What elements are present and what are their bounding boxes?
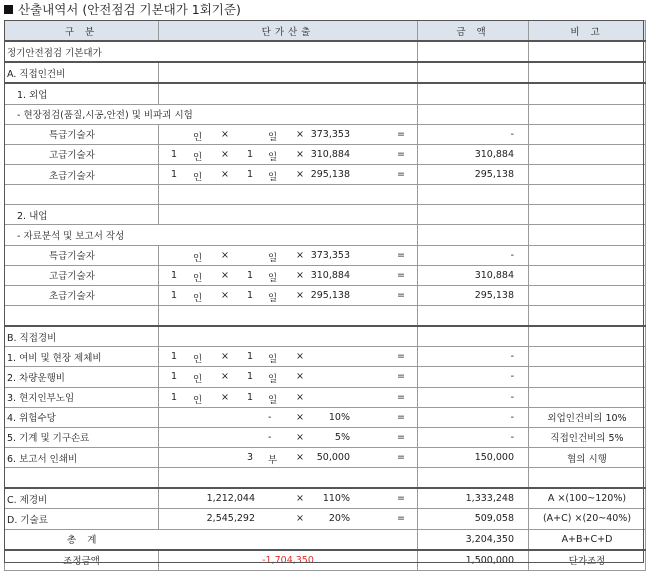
row-note (529, 104, 646, 124)
table-row (5, 387, 646, 407)
table-row (5, 41, 646, 62)
total-row (5, 529, 646, 550)
calc-cell (159, 265, 418, 285)
row-note (529, 205, 646, 225)
calc-eq: = (397, 451, 405, 463)
row-amount (418, 225, 529, 245)
calc-n1: 1 (171, 351, 178, 363)
calc-u1: 인 (193, 374, 203, 386)
calc-price: 5% (334, 431, 350, 443)
calc-u2: - (268, 431, 272, 443)
calc-price: 310,884 (310, 148, 350, 160)
calc-n2: 1 (247, 371, 254, 383)
row-amount: 310,884 (418, 265, 529, 285)
row-label: 정기안전점검 기본대가 (5, 41, 418, 62)
calc-n1: 1 (171, 168, 178, 180)
row-note: 직접인건비의 5% (529, 427, 646, 447)
calc-cell (159, 488, 418, 509)
calc-n1: 1 (171, 148, 178, 160)
row-note (529, 144, 646, 164)
calc-cell (159, 285, 418, 305)
calc-n2: 1 (247, 269, 254, 281)
document-title (4, 1, 241, 19)
row-note (529, 124, 646, 144)
row-note (529, 367, 646, 387)
calc-eq: = (397, 371, 405, 383)
calc-big: 2,545,292 (206, 513, 255, 525)
row-amount (418, 468, 529, 489)
row-amount (418, 83, 529, 104)
row-amount (418, 104, 529, 124)
table-row (5, 185, 646, 205)
row-label: 고급기술자 (5, 265, 159, 285)
calc-cell (159, 144, 418, 164)
calc-op1: × (221, 351, 229, 363)
calc-eq: = (397, 249, 405, 261)
row-amount (418, 305, 529, 326)
calc-cell (159, 387, 418, 407)
table-row (5, 225, 646, 245)
calc-n2: 1 (247, 351, 254, 363)
calc-u1: 인 (193, 394, 203, 406)
row-label: A. 직접인건비 (5, 62, 159, 83)
calc-u2: 일 (268, 131, 278, 143)
adjust-label: 조정금액 (5, 550, 159, 571)
calc-op2: × (296, 513, 304, 525)
calc-n2: 1 (247, 148, 254, 160)
calc-price: 50,000 (316, 451, 350, 463)
calc-eq: = (397, 391, 405, 403)
table-row (5, 488, 646, 509)
row-amount: - (418, 407, 529, 427)
row-label: 초급기술자 (5, 164, 159, 184)
calc-cell (159, 367, 418, 387)
table-row (5, 245, 646, 265)
table-row (5, 447, 646, 467)
row-note: A ×(100~120%) (529, 488, 646, 509)
calc-op1: × (221, 128, 229, 140)
calc-eq: = (397, 128, 405, 140)
row-note (529, 468, 646, 489)
calc-n2: 1 (247, 391, 254, 403)
row-label: C. 제경비 (5, 488, 159, 509)
calc-op1: × (221, 168, 229, 180)
calc-cell (159, 185, 418, 205)
row-label: 1. 여비 및 현장 제체비 (5, 347, 159, 367)
header-note: 비 고 (529, 21, 646, 42)
calc-cell (159, 124, 418, 144)
calc-cell (159, 245, 418, 265)
row-amount: - (418, 367, 529, 387)
calc-cell (159, 83, 418, 104)
table-row (5, 468, 646, 489)
table-row (5, 205, 646, 225)
calc-u2: 일 (268, 151, 278, 163)
calc-op1: × (221, 391, 229, 403)
row-label: - 현장점검(품질,시공,안전) 및 비파괴 시험 (5, 104, 418, 124)
row-note (529, 265, 646, 285)
row-label: 3. 현지인부노임 (5, 387, 159, 407)
calc-cell (159, 447, 418, 467)
cost-table (4, 20, 646, 571)
calc-n1: 1 (171, 289, 178, 301)
row-amount: 295,138 (418, 285, 529, 305)
calc-u1: 인 (193, 252, 203, 264)
row-amount (418, 185, 529, 205)
row-amount (418, 41, 529, 62)
calc-eq: = (397, 513, 405, 525)
adjust-note: 단가조정 (529, 550, 646, 571)
calc-eq: = (397, 351, 405, 363)
adjust-row (5, 550, 646, 571)
calc-eq: = (397, 269, 405, 281)
calc-op2: × (296, 351, 304, 363)
row-note (529, 387, 646, 407)
calc-op2: × (296, 128, 304, 140)
calc-eq: = (397, 168, 405, 180)
calc-op2: × (296, 371, 304, 383)
calc-cell (159, 347, 418, 367)
table-row (5, 62, 646, 83)
calc-big: 1,212,044 (206, 493, 255, 505)
row-note (529, 185, 646, 205)
row-amount: 310,884 (418, 144, 529, 164)
row-note: (A+C) ×(20~40%) (529, 509, 646, 529)
row-note (529, 285, 646, 305)
row-amount: - (418, 427, 529, 447)
calc-u1: 인 (193, 354, 203, 366)
row-amount (418, 326, 529, 347)
row-note (529, 305, 646, 326)
calc-op2: × (296, 391, 304, 403)
calc-op1: × (221, 249, 229, 261)
adjust-value: -1,704,350 (159, 550, 418, 571)
calc-price: 373,353 (310, 128, 350, 140)
row-label: - 자료분석 및 보고서 작성 (5, 225, 418, 245)
calc-u2: 일 (268, 272, 278, 284)
calc-u2: 일 (268, 354, 278, 366)
calc-cell (159, 468, 418, 489)
calc-u2: 부 (268, 454, 278, 466)
row-label: 2. 차량운행비 (5, 367, 159, 387)
calc-u2: 일 (268, 171, 278, 183)
calc-price: 295,138 (310, 168, 350, 180)
table-row (5, 509, 646, 529)
calc-n1: 1 (171, 391, 178, 403)
calc-cell (159, 205, 418, 225)
row-label: D. 기술료 (5, 509, 159, 529)
row-note: 외업인건비의 10% (529, 407, 646, 427)
row-amount (418, 205, 529, 225)
row-amount (418, 62, 529, 83)
row-note (529, 83, 646, 104)
calc-u2: 일 (268, 394, 278, 406)
calc-price: 310,884 (310, 269, 350, 281)
calc-n2: 1 (247, 289, 254, 301)
calc-price: 110% (322, 493, 350, 505)
row-label: B. 직접경비 (5, 326, 159, 347)
table-row (5, 407, 646, 427)
header-calc: 단가산출 (159, 21, 418, 42)
row-label: 4. 위험수당 (5, 407, 159, 427)
row-label: 6. 보고서 인쇄비 (5, 447, 159, 467)
row-label: 2. 내업 (5, 205, 159, 225)
row-label: 특급기술자 (5, 124, 159, 144)
table-row (5, 347, 646, 367)
row-note (529, 62, 646, 83)
calc-u1: 인 (193, 151, 203, 163)
calc-cell (159, 305, 418, 326)
calc-eq: = (397, 431, 405, 443)
row-note (529, 41, 646, 62)
calc-u2: - (268, 411, 272, 423)
calc-op2: × (296, 148, 304, 160)
table-row (5, 367, 646, 387)
row-amount: 150,000 (418, 447, 529, 467)
calc-op1: × (221, 371, 229, 383)
header-category: 구 분 (5, 21, 159, 42)
table-row (5, 305, 646, 326)
calc-cell (159, 326, 418, 347)
row-note: 협의 시행 (529, 447, 646, 467)
total-amount: 3,204,350 (418, 529, 529, 550)
calc-eq: = (397, 148, 405, 160)
total-label: 총 계 (5, 529, 418, 550)
calc-op1: × (221, 148, 229, 160)
row-amount: 295,138 (418, 164, 529, 184)
row-note (529, 326, 646, 347)
calc-op2: × (296, 289, 304, 301)
table-row (5, 285, 646, 305)
row-amount: - (418, 347, 529, 367)
table-row (5, 104, 646, 124)
square-bullet-icon (4, 5, 13, 14)
calc-cell (159, 407, 418, 427)
calc-n1: 1 (171, 371, 178, 383)
row-note (529, 164, 646, 184)
calc-op2: × (296, 451, 304, 463)
table-header-row (5, 21, 646, 42)
row-note (529, 347, 646, 367)
row-amount: - (418, 387, 529, 407)
calc-op1: × (221, 289, 229, 301)
calc-eq: = (397, 289, 405, 301)
calc-price: 373,353 (310, 249, 350, 261)
calc-u2: 일 (268, 292, 278, 304)
row-label: 5. 기계 및 기구손료 (5, 427, 159, 447)
row-amount: - (418, 124, 529, 144)
table-row (5, 144, 646, 164)
row-note (529, 245, 646, 265)
row-label (5, 185, 159, 205)
calc-u1: 인 (193, 292, 203, 304)
row-label: 특급기술자 (5, 245, 159, 265)
row-label: 1. 외업 (5, 83, 159, 104)
calc-u1: 인 (193, 171, 203, 183)
calc-n2: 3 (247, 451, 254, 463)
title-text: 산출내역서 (안전점검 기본대가 1회기준) (18, 2, 241, 17)
row-note (529, 225, 646, 245)
row-amount: - (418, 245, 529, 265)
row-label (5, 305, 159, 326)
table-row (5, 265, 646, 285)
calc-op2: × (296, 411, 304, 423)
calc-op2: × (296, 431, 304, 443)
total-note: A+B+C+D (529, 529, 646, 550)
row-label: 초급기술자 (5, 285, 159, 305)
calc-price: 295,138 (310, 289, 350, 301)
calc-eq: = (397, 493, 405, 505)
calc-u1: 인 (193, 131, 203, 143)
calc-price: 20% (328, 513, 350, 525)
calc-eq: = (397, 411, 405, 423)
calc-op1: × (221, 269, 229, 281)
calc-cell (159, 164, 418, 184)
calc-n1: 1 (171, 269, 178, 281)
calc-u1: 인 (193, 272, 203, 284)
calc-n2: 1 (247, 168, 254, 180)
table-row (5, 124, 646, 144)
table-row (5, 164, 646, 184)
calc-op2: × (296, 269, 304, 281)
row-amount: 509,058 (418, 509, 529, 529)
calc-cell (159, 509, 418, 529)
calc-u2: 일 (268, 252, 278, 264)
row-label (5, 468, 159, 489)
header-amount: 금 액 (418, 21, 529, 42)
calc-op2: × (296, 249, 304, 261)
calc-u2: 일 (268, 374, 278, 386)
table-row (5, 326, 646, 347)
row-amount: 1,333,248 (418, 488, 529, 509)
calc-cell (159, 62, 418, 83)
calc-price: 10% (328, 411, 350, 423)
adjust-amount: 1,500,000 (418, 550, 529, 571)
row-label: 고급기술자 (5, 144, 159, 164)
calc-op2: × (296, 493, 304, 505)
table-row (5, 83, 646, 104)
calc-op2: × (296, 168, 304, 180)
calc-cell (159, 427, 418, 447)
table-row (5, 427, 646, 447)
